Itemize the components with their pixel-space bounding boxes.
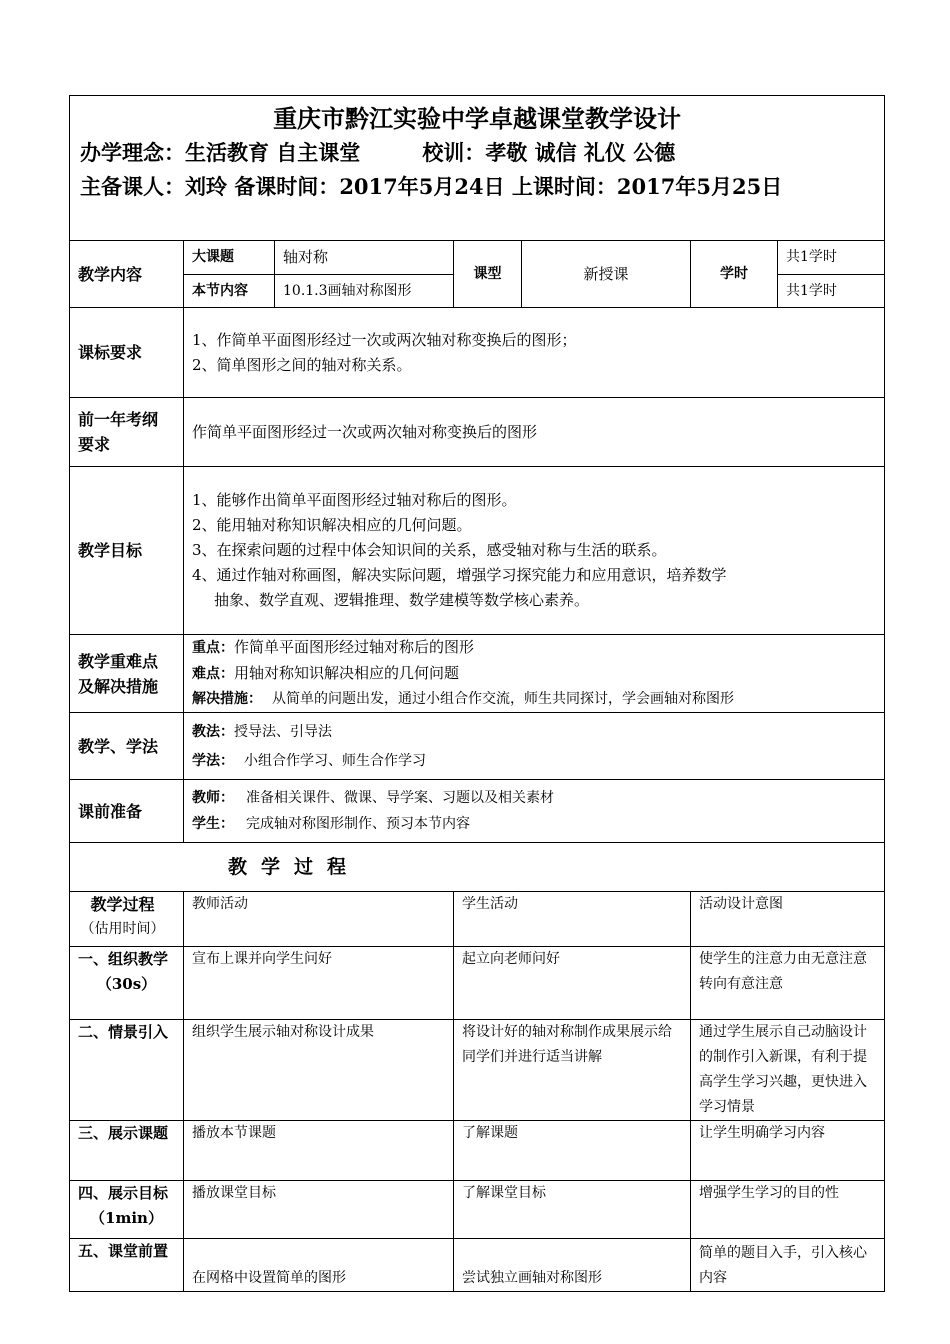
- school-philosophy-line: 办学理念：生活教育 自主课堂 校训：孝敬 诚信 礼仪 公德: [80, 140, 676, 165]
- big-topic-value: 轴对称: [275, 241, 454, 275]
- big-topic-label: 大课题: [184, 241, 275, 275]
- goal-item-continued: 抽象、数学直观、逻辑推理、数学建模等数学核心素养。: [214, 591, 590, 609]
- prep-content: [184, 780, 885, 843]
- activity-intent: 使学生的注意力由无意注意转向有意注意: [691, 947, 885, 1020]
- key-point: 重点：作简单平面图形经过轴对称后的图形: [192, 638, 475, 656]
- lesson-hours-total: 共1学时: [778, 241, 885, 275]
- table-row: [70, 1239, 885, 1292]
- stage-name: 五、课堂前置: [78, 1242, 169, 1260]
- teacher-time-line: 主备课人：刘玲 备课时间：2017年5月24日 上课时间：2017年5月25日: [80, 174, 783, 199]
- teacher-activity: 在网格中设置简单的图形: [184, 1239, 454, 1292]
- goal-item: 4、通过作轴对称画图，解决实际问题，增强学习探究能力和应用意识，培养数学: [192, 566, 727, 584]
- exam-label: 前一年考纲 要求: [70, 398, 184, 467]
- student-activity: 尝试独立画轴对称图形: [454, 1239, 691, 1292]
- teacher-activity: 播放课堂目标: [184, 1181, 454, 1239]
- activity-intent: 增强学生学习的目的性: [691, 1181, 885, 1239]
- prep-label: 课前准备: [70, 780, 184, 843]
- student-prep: 学生： 完成轴对称图形制作、预习本节内容: [192, 816, 470, 832]
- teacher-activity: 组织学生展示轴对称设计成果: [184, 1020, 454, 1121]
- teacher-prep: 教师： 准备相关课件、微课、导学案、习题以及相关素材: [192, 790, 554, 806]
- teacher-activity: 宣布上课并向学生问好: [184, 947, 454, 1020]
- standard-content: [184, 308, 885, 398]
- section-value: 10.1.3画轴对称图形: [275, 275, 454, 308]
- goals-content: [184, 467, 885, 635]
- student-activity-header: 学生活动: [454, 892, 691, 947]
- lesson-hours-section: 共1学时: [778, 275, 885, 308]
- learning-method: 学法： 小组合作学习、师生合作学习: [192, 752, 426, 769]
- student-activity: 起立向老师问好: [454, 947, 691, 1020]
- stage-name: 四、展示目标: [78, 1184, 169, 1202]
- table-row: [70, 1181, 885, 1239]
- goal-item: 1、能够作出简单平面图形经过轴对称后的图形。: [192, 491, 517, 509]
- keypoints-label: 教学重难点 及解决措施: [70, 635, 184, 713]
- activity-intent: 让学生明确学习内容: [691, 1121, 885, 1181]
- content-label: 教学内容: [70, 241, 184, 308]
- standard-line-1: 1、作简单平面图形经过一次或两次轴对称变换后的图形；: [192, 330, 577, 349]
- goals-label: 教学目标: [70, 467, 184, 635]
- solution: 解决措施： 从简单的问题出发，通过小组合作交流，师生共同探讨，学会画轴对称图形: [192, 691, 734, 707]
- school-motto: 孝敬 诚信 礼仪 公德: [485, 140, 676, 165]
- table-row: [70, 1121, 885, 1181]
- lesson-plan-page: [69, 95, 884, 1292]
- activity-intent: 简单的题目入手，引入核心内容: [691, 1239, 885, 1292]
- table-row: [70, 947, 885, 1020]
- lesson-plan-table: [69, 95, 885, 1292]
- methods-content: [184, 713, 885, 780]
- teacher-name: 刘玲: [185, 174, 227, 199]
- standard-label: 课标要求: [70, 308, 184, 398]
- document-title: 重庆市黔江实验中学卓越课堂教学设计: [273, 104, 682, 133]
- exam-content: 作简单平面图形经过一次或两次轴对称变换后的图形: [184, 398, 885, 467]
- lesson-type-value: 新授课: [522, 241, 691, 308]
- standard-line-2: 2、简单图形之间的轴对称关系。: [192, 355, 412, 374]
- difficult-point: 难点：用轴对称知识解决相应的几何问题: [192, 664, 460, 682]
- stage-name: 三、展示课题: [78, 1124, 169, 1142]
- stage-time: （30s）: [96, 975, 157, 993]
- teacher-activity: 播放本节课题: [184, 1121, 454, 1181]
- lesson-hours-label: 学时: [691, 241, 778, 308]
- table-row: [70, 1020, 885, 1121]
- intent-header: 活动设计意图: [691, 892, 885, 947]
- teacher-activity-header: 教师活动: [184, 892, 454, 947]
- stage-time: （1min）: [90, 1209, 163, 1227]
- stage-name: 一、组织教学: [78, 950, 169, 968]
- teaching-method: 教法：授导法、引导法: [192, 723, 332, 740]
- methods-label: 教学、学法: [70, 713, 184, 780]
- process-title: 教学过程: [70, 843, 885, 892]
- goal-item: 3、在探索问题的过程中体会知识间的关系，感受轴对称与生活的联系。: [192, 541, 667, 559]
- student-activity: 了解课题: [454, 1121, 691, 1181]
- keypoints-content: [184, 635, 885, 713]
- goal-item: 2、能用轴对称知识解决相应的几何问题。: [192, 516, 472, 534]
- document-header: [70, 96, 885, 241]
- class-time: 2017年5月25日: [616, 174, 783, 199]
- activity-intent: 通过学生展示自己动脑设计的制作引入新课，有利于提高学生学习兴趣，更快进入学习情景: [691, 1020, 885, 1121]
- student-activity: 了解课堂目标: [454, 1181, 691, 1239]
- section-label: 本节内容: [184, 275, 275, 308]
- student-activity: 将设计好的轴对称制作成果展示给同学们并进行适当讲解: [454, 1020, 691, 1121]
- school-philosophy: 生活教育 自主课堂: [185, 140, 361, 165]
- prep-time: 2017年5月24日: [339, 174, 505, 199]
- lesson-type-label: 课型: [454, 241, 522, 308]
- process-stage-header: 教学过程 （估用时间）: [70, 892, 184, 947]
- stage-name: 二、情景引入: [78, 1023, 169, 1041]
